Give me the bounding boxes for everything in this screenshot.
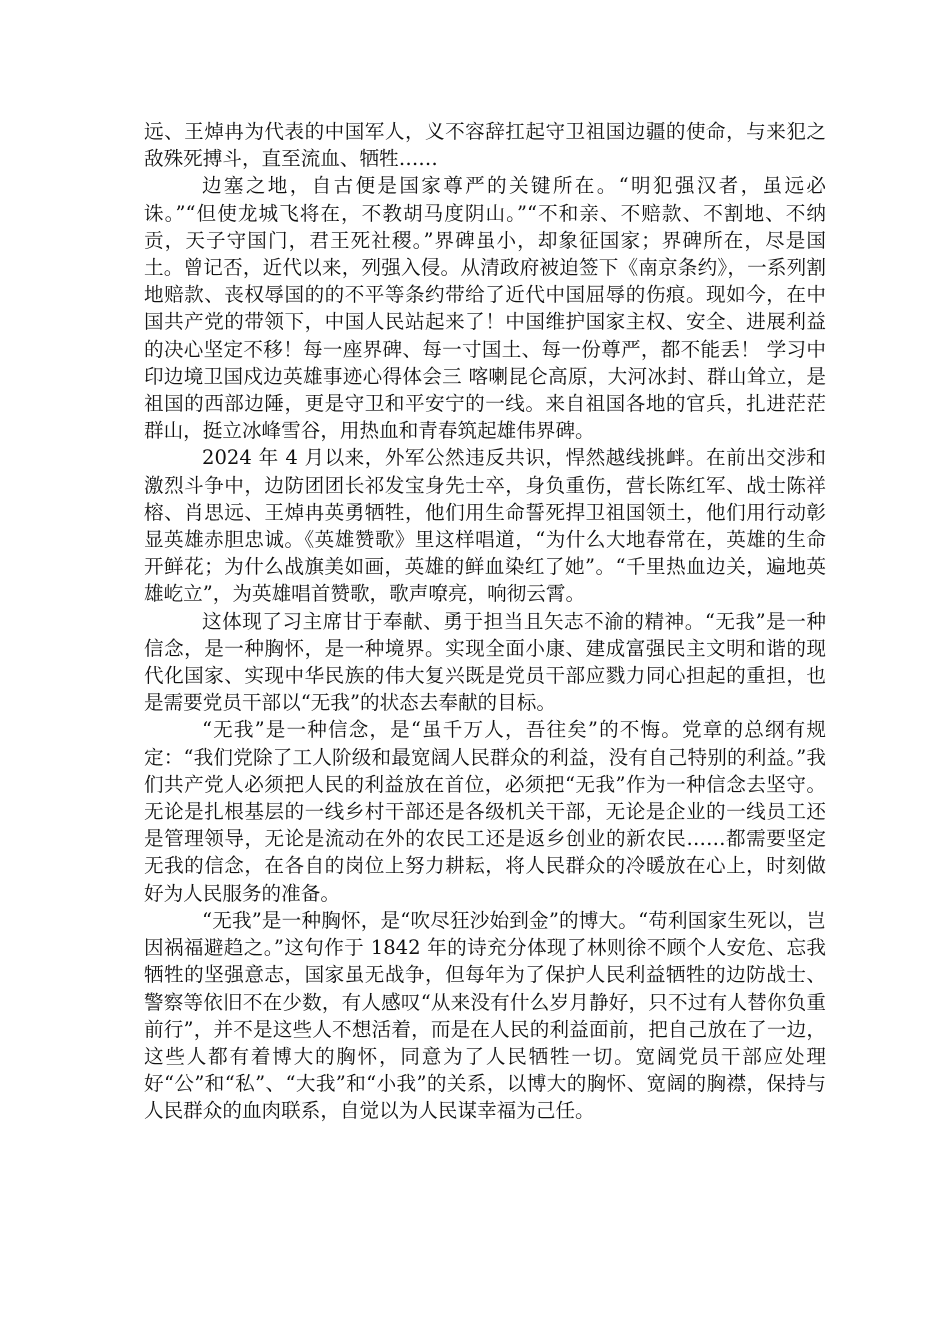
paragraph-selfless-spirit: 这体现了习主席甘于奉献、勇于担当且矢志不渝的精神。“无我”是一种信念，是一种胸怀，是一种境界。实现全面小康、建成富强民主文明和谐的现代化国家、实现中华民族的伟大复兴既是党员干部应戮力同心担起的重担，也是需要党员干部以“无我”的状态去奉献的目标。 xyxy=(144,609,826,715)
document-page xyxy=(144,0,826,1344)
paragraph-selfless-mind: “无我”是一种胸怀，是“吹尽狂沙始到金”的博大。“苟利国家生死以，岂因祸福避趋之。”这句作于 1842 年的诗充分体现了林则徐不顾个人安危、忘我牺牲的坚强意志，国家虽无战争，但每年为了保护人民利益牺牲的边防战士、警察等依旧不在少数，有人感叹“从来没有什么岁月静好，只不过有人替你负重前行”，并不是这些人不想活着，而是在人民的利益面前，把自己放在了一边，这些人都有着博大的胸怀，同意为了人民牺牲一切。宽阔党员干部应处理好“公”和“私”、“大我”和“小我”的关系，以博大的胸怀、宽阔的胸襟，保持与人民群众的血肉联系，自觉以为人民谋幸福为己任。 xyxy=(144,908,826,1123)
paragraph-border-dignity: 边塞之地，自古便是国家尊严的关键所在。“明犯强汉者，虽远必诛。”“但使龙城飞将在，不教胡马度阴山。”“不和亲、不赔款、不割地、不纳贡，天子守国门，君王死社稷。”界碑虽小，却象征国家；界碑所在，尽是国土。曾记否，近代以来，列强入侵。从清政府被迫签下《南京条约》，一系列割地赔款、丧权辱国的的不平等条约带给了近代中国屈辱的伤痕。现如今，在中国共产党的带领下，中国人民站起来了！中国维护国家主权、安全、进展利益的决心坚定不移！每一座界碑、每一寸国土、每一份尊严，都不能丢！ 学习中印边境卫国戍边英雄事迹心得体会三 喀喇昆仑高原，大河冰封、群山耸立，是祖国的西部边陲，更是守卫和平安宁的一线。来自祖国各地的官兵，扎进茫茫群山，挺立冰峰雪谷，用热血和青春筑起雄伟界碑。 xyxy=(144,174,826,443)
paragraph-selfless-belief: “无我”是一种信念，是“虽千万人，吾往矣”的不悔。党章的总纲有规定：“我们党除了工人阶级和最宽阔人民群众的利益，没有自己特别的利益。”我们共产党人必须把人民的利益放在首位，必须把“无我”作为一种信念去坚守。无论是扎根基层的一线乡村干部还是各级机关干部，无论是企业的一线员工还是管理领导，无论是流动在外的农民工还是返乡创业的新农民……都需要坚定无我的信念，在各自的岗位上努力耕耘，将人民群众的冷暖放在心上，时刻做好为人民服务的准备。 xyxy=(144,718,826,905)
paragraph-heroes-2024: 2024 年 4 月以来，外军公然违反共识，悍然越线挑衅。在前出交涉和激烈斗争中，边防团团长祁发宝身先士卒，身负重伤，营长陈红军、战士陈祥榕、肖思远、王焯冉英勇牺牲，他们用生命誓死捍卫祖国领土，他们用行动彰显英雄赤胆忠诚。《英雄赞歌》里这样唱道，“为什么大地春常在，英雄的生命开鲜花；为什么战旗美如画，英雄的鲜血染红了她”。“千里热血边关，遍地英雄屹立”，为英雄唱首赞歌，歌声嘹亮，响彻云霄。 xyxy=(144,446,826,606)
paragraph-continuation: 远、王焯冉为代表的中国军人，义不容辞扛起守卫祖国边疆的使命，与来犯之敌殊死搏斗，直至流血、牺牲…… xyxy=(144,120,826,171)
document-body xyxy=(144,118,826,1125)
